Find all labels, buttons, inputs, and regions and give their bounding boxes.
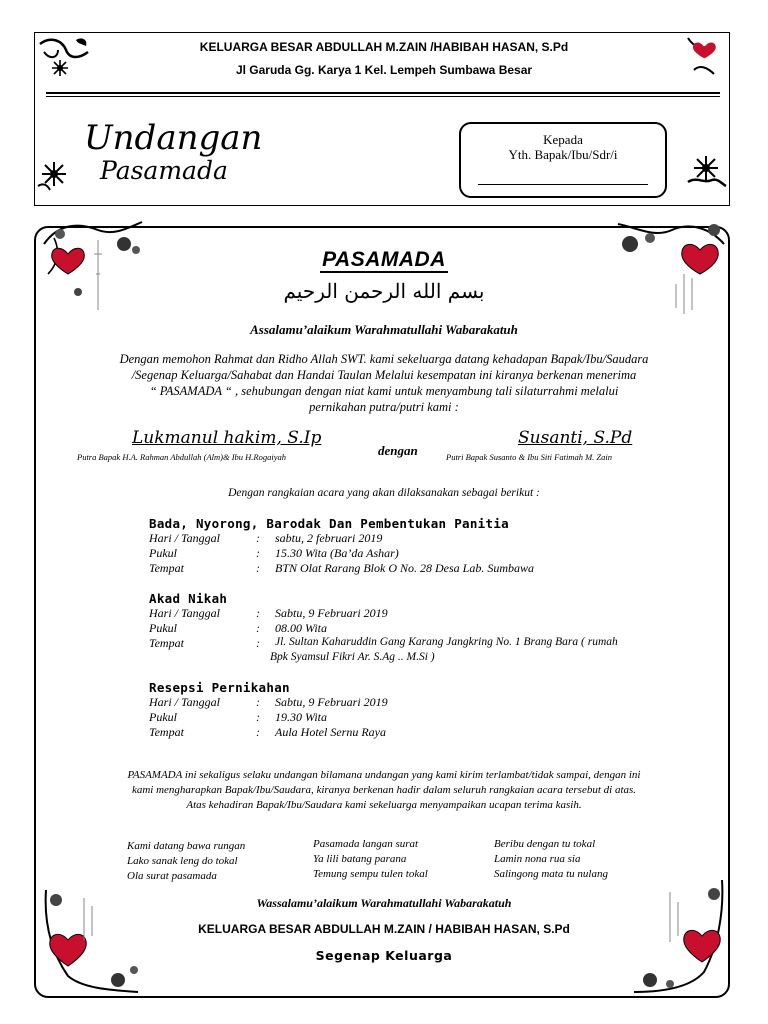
event-value: Aula Hotel Sernu Raya bbox=[275, 725, 386, 739]
divider bbox=[46, 92, 720, 94]
event-label: Tempat bbox=[149, 561, 184, 575]
event-colon: : bbox=[256, 725, 260, 739]
event-colon: : bbox=[256, 561, 260, 575]
event-value: 19.30 Wita bbox=[275, 710, 328, 724]
connector-word: dengan bbox=[378, 443, 418, 458]
farewell: Wassalamu’alaikum Warahmatullahi Wabarakatuh bbox=[256, 896, 512, 910]
event-value: BTN Olat Rarang Blok O No. 28 Desa Lab. Sumbawa bbox=[275, 561, 535, 575]
event-colon: : bbox=[256, 606, 260, 620]
recipient-to: Kepada bbox=[543, 132, 583, 147]
envelope-title: Undangan bbox=[84, 118, 263, 158]
envelope-subtitle: Pasamada bbox=[100, 156, 228, 185]
closing-line: kami mengharapkan Bapak/Ibu/Saudara, kiranya berkenan hadir dalam seluruh rangkaian acara tersebut di atas. bbox=[131, 784, 637, 796]
event-value: sabtu, 2 februari 2019 bbox=[275, 531, 383, 545]
closing-line: Atas kehadiran Bapak/Ibu/Saudara kami sekeluarga menyampaikan ucapan terima kasih. bbox=[186, 799, 582, 811]
poem-column bbox=[494, 837, 608, 882]
poem-line: Temung sempu tulen tokal bbox=[313, 868, 428, 880]
poem-line: Ya lili batang parana bbox=[313, 853, 407, 865]
event-value-continuation: Bpk Syamsul Fikri Ar. S.Ag .. M.Si ) bbox=[270, 651, 435, 663]
event-label: Hari / Tanggal bbox=[149, 695, 220, 709]
intro-line: pernikahan putra/putri kami : bbox=[309, 400, 459, 414]
signature-sub: Segenap Keluarga bbox=[315, 948, 453, 963]
event-value: 15.30 Wita (Ba’da Ashar) bbox=[275, 546, 399, 560]
poem-column bbox=[127, 839, 245, 884]
signature-family: KELUARGA BESAR ABDULLAH M.ZAIN / HABIBAH HASAN, S.Pd bbox=[198, 922, 570, 936]
groom-name: Lukmanul hakim, S.Ip bbox=[132, 428, 322, 448]
event-colon: : bbox=[256, 710, 260, 724]
poem-line: Kami datang bawa rungan bbox=[127, 840, 246, 852]
event-value: Sabtu, 9 Februari 2019 bbox=[275, 606, 388, 620]
snowflake-ornament-icon bbox=[684, 148, 728, 192]
event-label: Tempat bbox=[149, 725, 184, 739]
event-colon: : bbox=[256, 636, 260, 650]
recipient-salutation: Yth. Bapak/Ibu/Sdr/i bbox=[508, 147, 618, 162]
event-colon: : bbox=[256, 695, 260, 709]
bismillah-calligraphy: بسم الله الرحمن الرحيم bbox=[283, 279, 485, 303]
event-title: Akad Nikah bbox=[149, 591, 228, 606]
divider bbox=[46, 96, 720, 97]
recipient-name-line bbox=[478, 184, 648, 185]
closing-paragraph bbox=[0, 768, 768, 813]
event-title: Bada, Nyorong, Barodak Dan Pembentukan Panitia bbox=[149, 516, 509, 531]
poem-line: Ola surat pasamada bbox=[127, 870, 217, 882]
poem-column bbox=[313, 837, 428, 882]
event-label: Hari / Tanggal bbox=[149, 531, 220, 545]
event-label: Pukul bbox=[149, 546, 177, 560]
event-colon: : bbox=[256, 621, 260, 635]
recipient-box bbox=[459, 122, 667, 198]
intro-paragraph bbox=[0, 351, 768, 415]
event-label: Hari / Tanggal bbox=[149, 606, 220, 620]
poem-line: Pasamada langan surat bbox=[313, 838, 419, 850]
poem-line: Lamin nona rua sia bbox=[494, 853, 581, 865]
bride-parents: Putri Bapak Susanto & Ibu Siti Fatimah M. Zain bbox=[446, 452, 612, 462]
event-colon: : bbox=[256, 546, 260, 560]
event-value: 08.00 Wita bbox=[275, 621, 328, 635]
greeting: Assalamu’alaikum Warahmatullahi Wabarakatuh bbox=[250, 322, 518, 337]
intro-line: Dengan memohon Rahmat dan Ridho Allah SWT. kami sekeluarga datang kehadapan Bapak/Ibu/Saudara bbox=[119, 352, 649, 366]
intro-line: /Segenap Keluarga/Sahabat dan Handai Taulan Melalui kesempatan ini kiranya berkenan menerima bbox=[131, 368, 637, 382]
poem-line: Salingong mata tu nulang bbox=[494, 868, 608, 880]
snowflake-ornament-icon bbox=[36, 156, 72, 192]
poem-line: Lako sanak leng do tokal bbox=[127, 855, 238, 867]
event-value: Jl. Sultan Kaharuddin Gang Karang Jangkring No. 1 Brang Bara ( rumah bbox=[275, 636, 618, 648]
poem-line: Beribu dengan tu tokal bbox=[494, 838, 596, 850]
event-label: Tempat bbox=[149, 636, 184, 650]
envelope-address: Jl Garuda Gg. Karya 1 Kel. Lempeh Sumbawa Besar bbox=[235, 63, 533, 77]
bride-name: Susanti, S.Pd bbox=[518, 428, 633, 448]
event-label: Pukul bbox=[149, 710, 177, 724]
envelope-family-name: KELUARGA BESAR ABDULLAH M.ZAIN /HABIBAH HASAN, S.Pd bbox=[199, 40, 569, 54]
card-heading: PASAMADA bbox=[322, 248, 446, 271]
intro-line: “ PASAMADA “ , sehubungan dengan niat kami untuk menyambung tali silaturrahmi melalui bbox=[149, 384, 619, 398]
event-colon: : bbox=[256, 531, 260, 545]
groom-parents: Putra Bapak H.A. Rahman Abdullah (Alm)& Ibu H.Rogaiyah bbox=[77, 452, 287, 462]
event-title: Resepsi Pernikahan bbox=[149, 680, 290, 695]
event-value: Sabtu, 9 Februari 2019 bbox=[275, 695, 388, 709]
event-label: Pukul bbox=[149, 621, 177, 635]
closing-line: PASAMADA ini sekaligus selaku undangan bilamana undangan yang kami kirim terlambat/tidak sampai, dengan ini bbox=[127, 769, 641, 781]
events-intro: Dengan rangkaian acara yang akan dilaksanakan sebagai berikut : bbox=[228, 487, 540, 499]
